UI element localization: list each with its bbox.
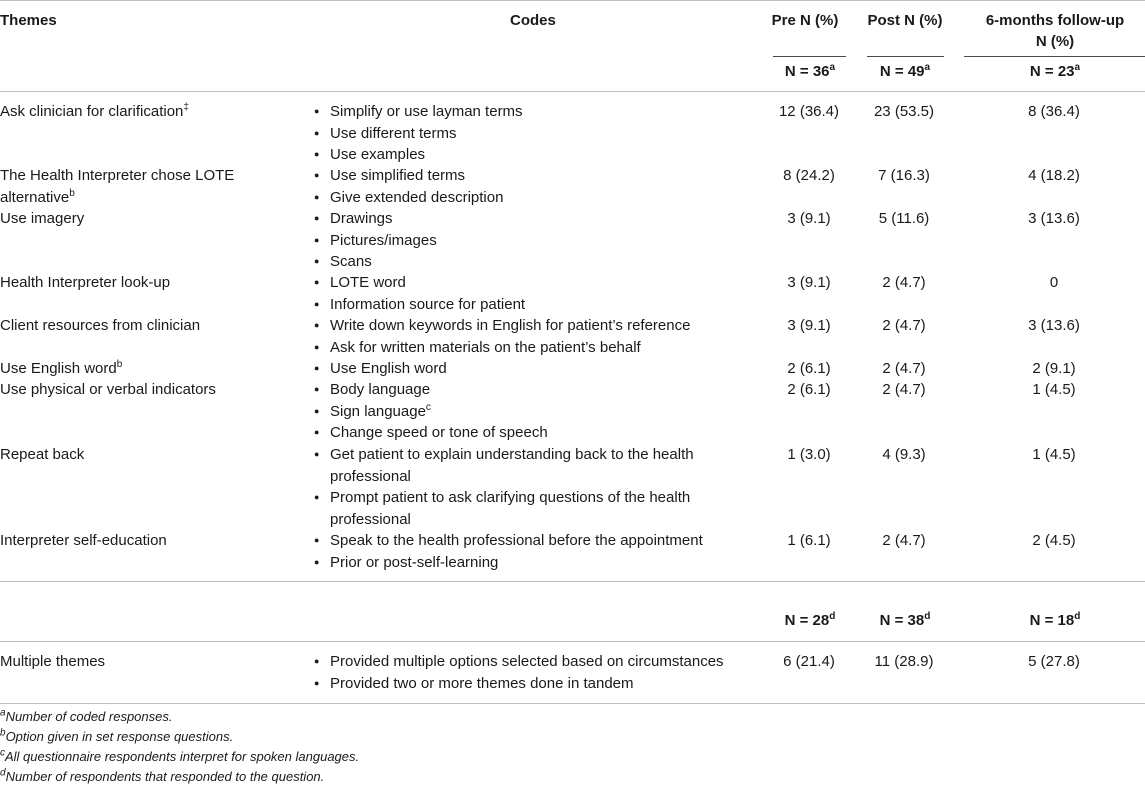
table-cell-pre: 6 (21.4) bbox=[783, 653, 835, 670]
table-cell-post: 2 (4.7) bbox=[882, 360, 926, 377]
table-cell-post: 23 (53.5) bbox=[873, 103, 935, 120]
n-row2-pre: $N = 28^d$ bbox=[784, 611, 836, 629]
list-item: ● Speak to the health professional before the appointment bbox=[314, 530, 703, 552]
header-followup-underline bbox=[964, 56, 1145, 57]
section-rule bbox=[0, 581, 1145, 582]
n-row2-post: $N = 38^d$ bbox=[879, 611, 931, 629]
footnote: $^b$Option given in set response questions. bbox=[0, 727, 234, 744]
header-pre-underline bbox=[773, 56, 846, 57]
list-item: ● Give extended description bbox=[314, 187, 503, 209]
table-cell-post: 11 (28.9) bbox=[874, 653, 934, 670]
table-row-codes bbox=[314, 530, 703, 573]
table-cell-pre: 1 (6.1) bbox=[787, 532, 831, 549]
table-cell-post: 5 (11.6) bbox=[878, 210, 930, 227]
table-cell-followup: 4 (18.2) bbox=[1028, 167, 1080, 184]
list-item: ● Prompt patient to ask clarifying questions of the health professional bbox=[314, 487, 694, 530]
list-item: ● Body language bbox=[314, 379, 548, 401]
list-item: ● Prior or post-self-learning bbox=[314, 552, 703, 574]
header-themes: Themes bbox=[0, 12, 57, 29]
table-cell-followup: 3 (13.6) bbox=[1028, 317, 1080, 334]
table-row-codes bbox=[314, 315, 690, 358]
table-row-theme: Interpreter self-education bbox=[0, 532, 167, 549]
header-post-underline bbox=[867, 56, 944, 57]
table-row-codes bbox=[314, 444, 694, 530]
table-cell-post: 2 (4.7) bbox=[882, 532, 926, 549]
header-followup-line2: N (%) bbox=[1035, 33, 1075, 50]
table-cell-followup: 1 (4.5) bbox=[1032, 446, 1076, 463]
list-item: ● Sign language$^c$ bbox=[314, 401, 548, 423]
table-cell-followup: 1 (4.5) bbox=[1032, 381, 1076, 398]
table-row-theme: Repeat back bbox=[0, 446, 85, 463]
table-row-codes bbox=[314, 101, 523, 166]
table-top-rule bbox=[0, 0, 1145, 1]
table-cell-pre: 8 (24.2) bbox=[783, 167, 835, 184]
table-cell-post: 4 (9.3) bbox=[882, 446, 926, 463]
table-cell-pre: 3 (9.1) bbox=[787, 274, 831, 291]
table-row-theme: Ask clinician for clarification‡ bbox=[0, 102, 189, 120]
list-item: ● Pictures/images bbox=[314, 230, 437, 252]
table-row-theme: Use English word$^b$ bbox=[0, 359, 123, 377]
table-cell-followup: 0 bbox=[1049, 274, 1059, 291]
table-cell-post: 2 (4.7) bbox=[882, 317, 926, 334]
table-cell-followup: 8 (36.4) bbox=[1028, 103, 1080, 120]
list-item: ● Use different terms bbox=[314, 123, 523, 145]
list-item: ● Provided two or more themes done in tandem bbox=[314, 673, 724, 695]
footnote: $^c$All questionnaire respondents interpret for spoken languages. bbox=[0, 747, 360, 764]
header-pre: Pre N (%) bbox=[771, 12, 839, 29]
list-item: ● Use simplified terms bbox=[314, 165, 503, 187]
table-row-codes bbox=[314, 272, 525, 315]
table-cell-pre: 2 (6.1) bbox=[787, 360, 831, 377]
list-item: ● Get patient to explain understanding back to the health professional bbox=[314, 444, 694, 487]
table-row-codes bbox=[314, 379, 548, 444]
table-row-theme: Health Interpreter look-up bbox=[0, 274, 171, 291]
list-item: ● Write down keywords in English for patient’s reference bbox=[314, 315, 690, 337]
section-rule bbox=[0, 641, 1145, 642]
table-row-codes bbox=[314, 651, 724, 694]
table-row-theme: Use physical or verbal indicators bbox=[0, 381, 216, 398]
footnote: $^d$Number of respondents that responded to the question. bbox=[0, 767, 325, 784]
n-row2-followup: $N = 18^d$ bbox=[1029, 611, 1081, 629]
header-codes: Codes bbox=[510, 12, 556, 29]
list-item: ● Simplify or use layman terms bbox=[314, 101, 523, 123]
header-post: Post N (%) bbox=[867, 12, 943, 29]
table-cell-post: 7 (16.3) bbox=[878, 167, 930, 184]
table-cell-pre: 2 (6.1) bbox=[787, 381, 831, 398]
list-item: ● LOTE word bbox=[314, 272, 525, 294]
table-cell-pre: 12 (36.4) bbox=[778, 103, 840, 120]
table-cell-followup: 5 (27.8) bbox=[1028, 653, 1080, 670]
n-row1-post: $N = 49^a$ bbox=[879, 62, 931, 80]
table-cell-followup: 2 (4.5) bbox=[1032, 532, 1076, 549]
list-item: ● Drawings bbox=[314, 208, 437, 230]
table-row-theme: Client resources from clinician bbox=[0, 317, 201, 334]
table-row-theme: The Health Interpreter chose LOTE alternative$^b$ bbox=[0, 167, 235, 206]
table-row-codes bbox=[314, 165, 503, 208]
table-cell-pre: 3 (9.1) bbox=[787, 210, 831, 227]
table-row-theme: Multiple themes bbox=[0, 653, 106, 670]
table-row-theme: Use imagery bbox=[0, 210, 85, 227]
table-bottom-rule bbox=[0, 703, 1145, 704]
table-cell-pre: 1 (3.0) bbox=[787, 446, 831, 463]
list-item: ● Information source for patient bbox=[314, 294, 525, 316]
table-cell-post: 2 (4.7) bbox=[882, 381, 926, 398]
table-cell-pre: 3 (9.1) bbox=[787, 317, 831, 334]
table-row-codes bbox=[314, 358, 447, 380]
list-item: ● Scans bbox=[314, 251, 437, 273]
list-item: ● Ask for written materials on the patient’s behalf bbox=[314, 337, 690, 359]
n-row1-followup: $N = 23^a$ bbox=[1029, 62, 1081, 80]
n-row1-pre: $N = 36^a$ bbox=[784, 62, 836, 80]
table-cell-followup: 3 (13.6) bbox=[1028, 210, 1080, 227]
header-bottom-rule bbox=[0, 91, 1145, 92]
table-cell-followup: 2 (9.1) bbox=[1032, 360, 1076, 377]
list-item: ● Use English word bbox=[314, 358, 447, 380]
table-row-codes bbox=[314, 208, 437, 273]
header-followup-line1: 6-months follow-up bbox=[985, 12, 1125, 29]
table-cell-post: 2 (4.7) bbox=[882, 274, 926, 291]
footnote: $^a$Number of coded responses. bbox=[0, 707, 173, 724]
list-item: ● Provided multiple options selected based on circumstances bbox=[314, 651, 724, 673]
list-item: ● Change speed or tone of speech bbox=[314, 422, 548, 444]
list-item: ● Use examples bbox=[314, 144, 523, 166]
